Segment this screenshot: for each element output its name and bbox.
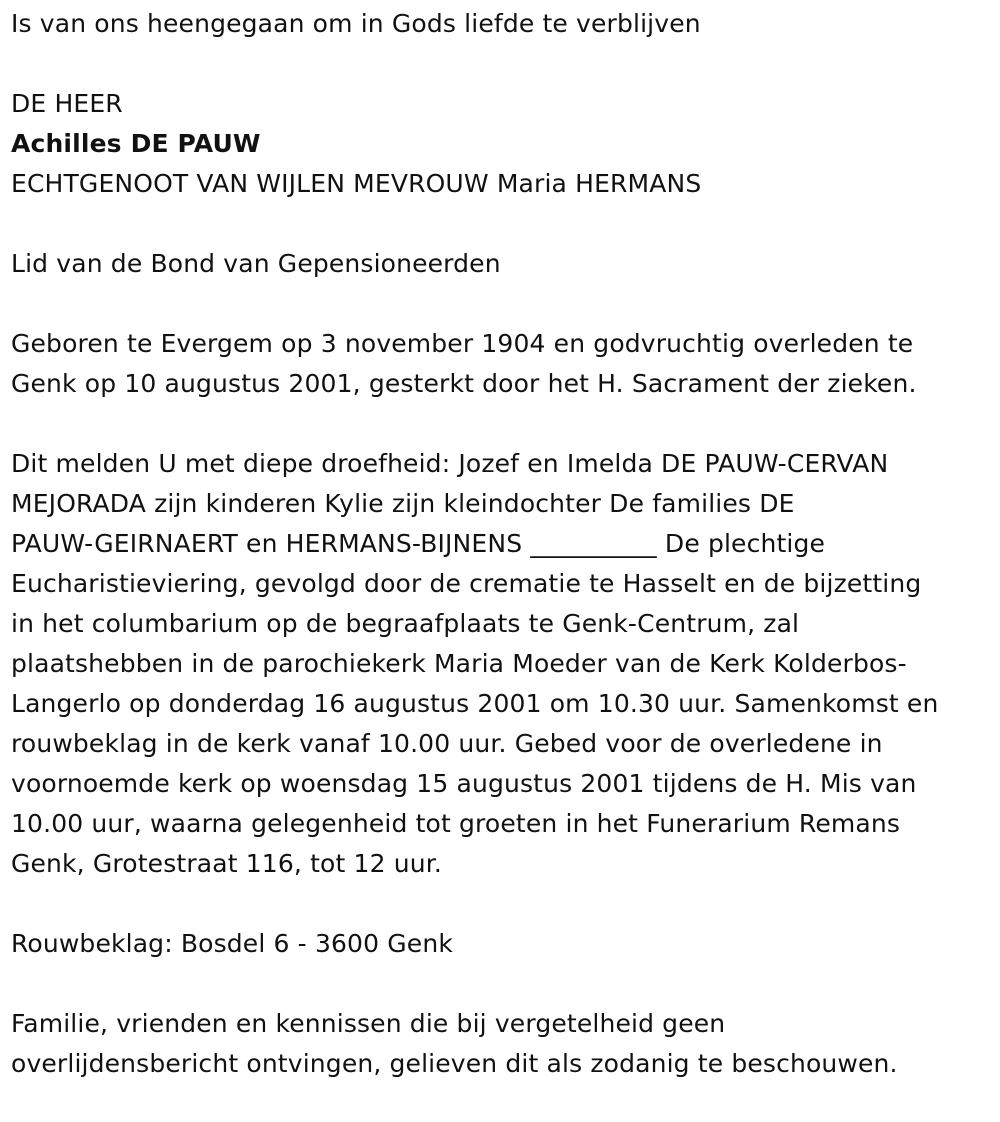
spouse-line: ECHTGENOOT VAN WIJLEN MEVROUW Maria HERMANS [11, 169, 702, 198]
announcement-line: Dit melden U met diepe droefheid: Jozef en Imelda DE PAUW-CERVAN [11, 449, 889, 478]
condolence-address: Rouwbeklag: Bosdel 6 - 3600 Genk [11, 929, 453, 958]
announcement-line: Genk, Grotestraat 116, tot 12 uur. [11, 849, 442, 878]
membership-line: Lid van de Bond van Gepensioneerden [11, 249, 501, 278]
spacer [11, 404, 986, 444]
deceased-name: Achilles DE PAUW [11, 129, 261, 158]
announcement-line: plaatshebben in de parochiekerk Maria Moeder van de Kerk Kolderbos- [11, 649, 907, 678]
announcement-line: rouwbeklag in de kerk vanaf 10.00 uur. Gebed voor de overledene in [11, 729, 883, 758]
birth-death-line: Geboren te Evergem op 3 november 1904 en godvruchtig overleden te [11, 329, 914, 358]
closing-line: Familie, vrienden en kennissen die bij vergetelheid geen [11, 1009, 726, 1038]
announcement-line: 10.00 uur, waarna gelegenheid tot groeten in het Funerarium Remans [11, 809, 901, 838]
birth-death-line: Genk op 10 augustus 2001, gesterkt door het H. Sacrament der zieken. [11, 369, 917, 398]
honorific-title: DE HEER [11, 89, 123, 118]
intro-text: Is van ons heengegaan om in Gods liefde te verblijven [11, 9, 701, 38]
announcement-line: MEJORADA zijn kinderen Kylie zijn kleindochter De families DE [11, 489, 795, 518]
announcement-line: PAUW-GEIRNAERT en HERMANS-BIJNENS __________ De plechtige [11, 529, 826, 558]
spacer [11, 44, 986, 84]
announcement-line: in het columbarium op de begraafplaats te Genk-Centrum, zal [11, 609, 800, 638]
announcement-line: Langerlo op donderdag 16 augustus 2001 om 10.30 uur. Samenkomst en [11, 689, 939, 718]
announcement-line: Eucharistieviering, gevolgd door de crematie te Hasselt en de bijzetting [11, 569, 922, 598]
obituary-notice [0, 4, 1000, 1122]
closing-line: overlijdensbericht ontvingen, gelieven dit als zodanig te beschouwen. [11, 1049, 898, 1078]
spacer [11, 284, 986, 324]
announcement-line: voornoemde kerk op woensdag 15 augustus 2001 tijdens de H. Mis van [11, 769, 917, 798]
spacer [11, 204, 986, 244]
spacer [11, 964, 986, 1004]
spacer [11, 884, 986, 924]
